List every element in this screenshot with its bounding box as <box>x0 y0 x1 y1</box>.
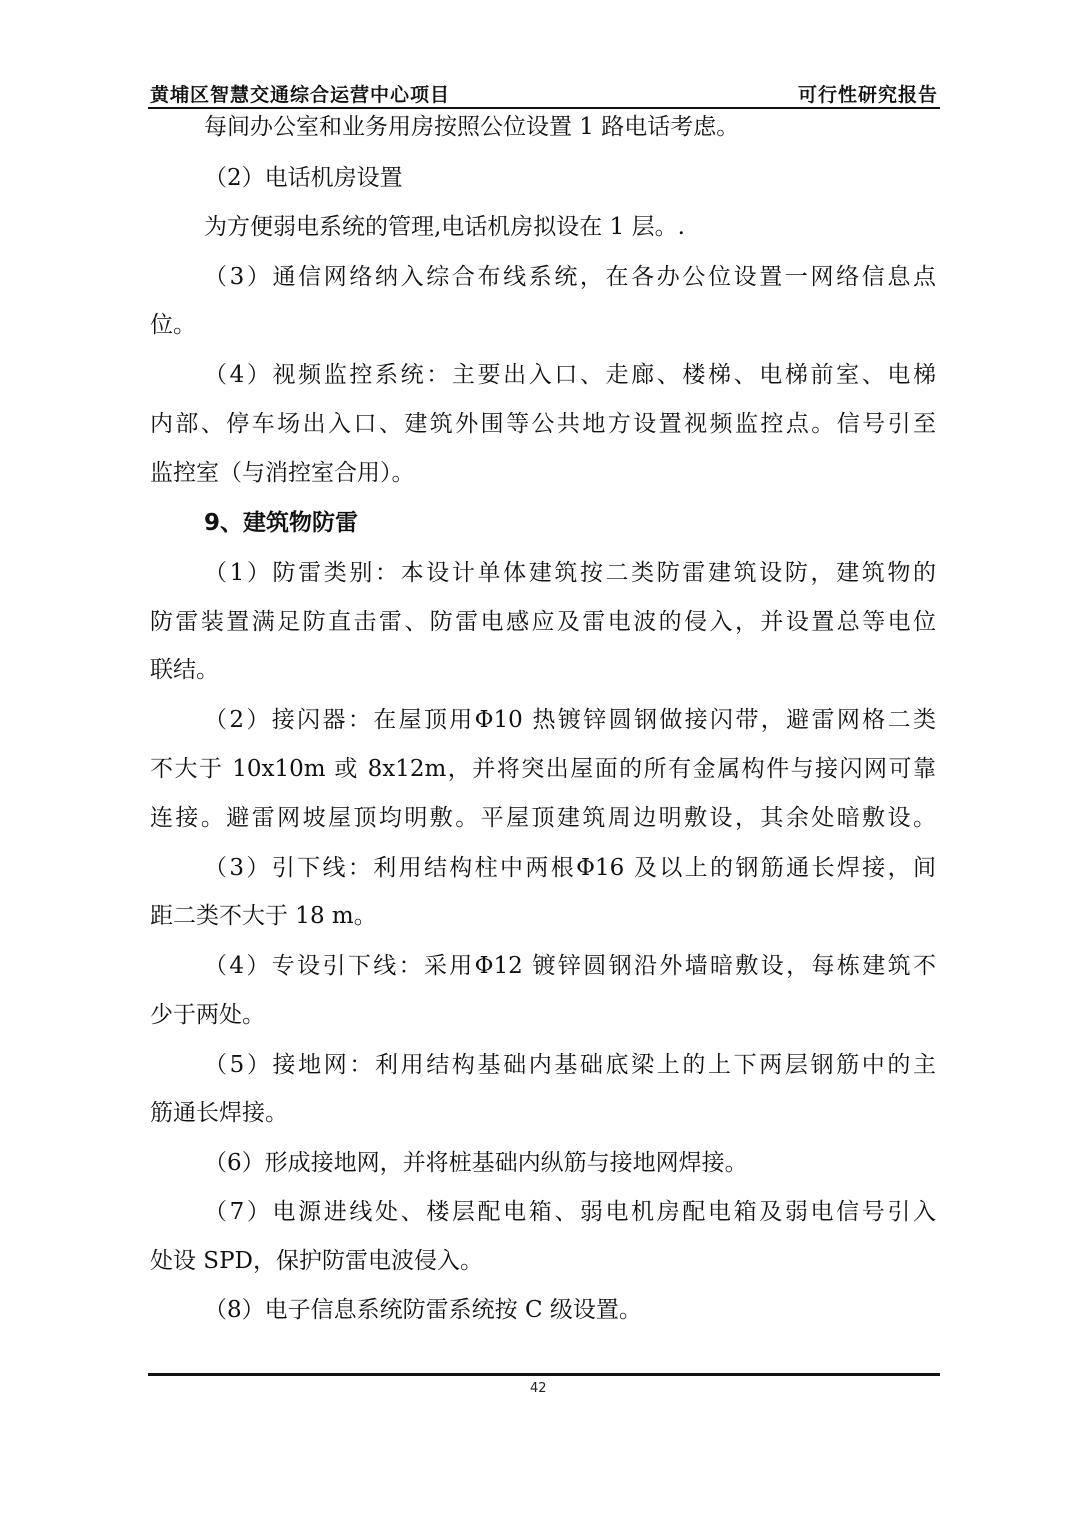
body-line: 连接。避雷网坡屋顶均明敷。平屋顶建筑周边明敷设，其余处暗敷设。 <box>150 805 936 831</box>
body-line: （4）专设引下线：采用Φ12 镀锌圆钢沿外墙暗敷设，每栋建筑不 <box>204 953 936 979</box>
body-line: （1）防雷类别：本设计单体建筑按二类防雷建筑设防，建筑物的 <box>204 560 936 586</box>
body-line: （6）形成接地网，并将桩基础内纵筋与接地网焊接。 <box>204 1150 748 1176</box>
body-line: 距二类不大于 18 m。 <box>150 903 377 929</box>
body-line: 为方便弱电系统的管理,电话机房拟设在 1 层。. <box>204 214 685 240</box>
body-line: （3）引下线：利用结构柱中两根Φ16 及以上的钢筋通长焊接，间 <box>204 855 936 881</box>
header-rule <box>148 107 940 109</box>
body-line: 位。 <box>150 312 196 338</box>
body-line: 监控室（与消控室合用）。 <box>150 460 415 486</box>
page-number: 42 <box>530 1381 547 1396</box>
body-line: （5）接地网：利用结构基础内基础底梁上的上下两层钢筋中的主 <box>204 1052 936 1078</box>
body-line: 内部、停车场出入口、建筑外围等公共地方设置视频监控点。信号引至 <box>150 411 936 437</box>
page-header-left-title: 黄埔区智慧交通综合运营中心项目 <box>150 84 451 106</box>
body-line: 联结。 <box>150 657 219 683</box>
body-line: 不大于 10x10m 或 8x12m，并将突出屋面的所有金属构件与接闪网可靠 <box>150 756 936 782</box>
body-line: 处设 SPD，保护防雷电波侵入。 <box>150 1248 483 1274</box>
body-line: 筋通长焊接。 <box>150 1100 288 1126</box>
body-line: （4）视频监控系统：主要出入口、走廊、楼梯、电梯前室、电梯 <box>204 362 936 388</box>
body-line: 少于两处。 <box>150 1002 265 1028</box>
body-line: （7）电源进线处、楼层配电箱、弱电机房配电箱及弱电信号引入 <box>204 1199 936 1225</box>
section-heading: 9、建筑物防雷 <box>204 510 359 536</box>
body-line: （2）接闪器：在屋顶用Φ10 热镀锌圆钢做接闪带，避雷网格二类 <box>204 707 936 733</box>
page-header-right-title: 可行性研究报告 <box>797 84 938 106</box>
footer-rule <box>148 1373 940 1376</box>
body-line: （2）电话机房设置 <box>204 165 403 191</box>
body-line: 每间办公室和业务用房按照公位设置 1 路电话考虑。 <box>204 114 740 140</box>
body-line: 防雷装置满足防直击雷、防雷电感应及雷电波的侵入，并设置总等电位 <box>150 609 936 635</box>
body-line: （3）通信网络纳入综合布线系统，在各办公位设置一网络信息点 <box>204 264 936 290</box>
body-line: （8）电子信息系统防雷系统按 C 级设置。 <box>204 1297 642 1323</box>
